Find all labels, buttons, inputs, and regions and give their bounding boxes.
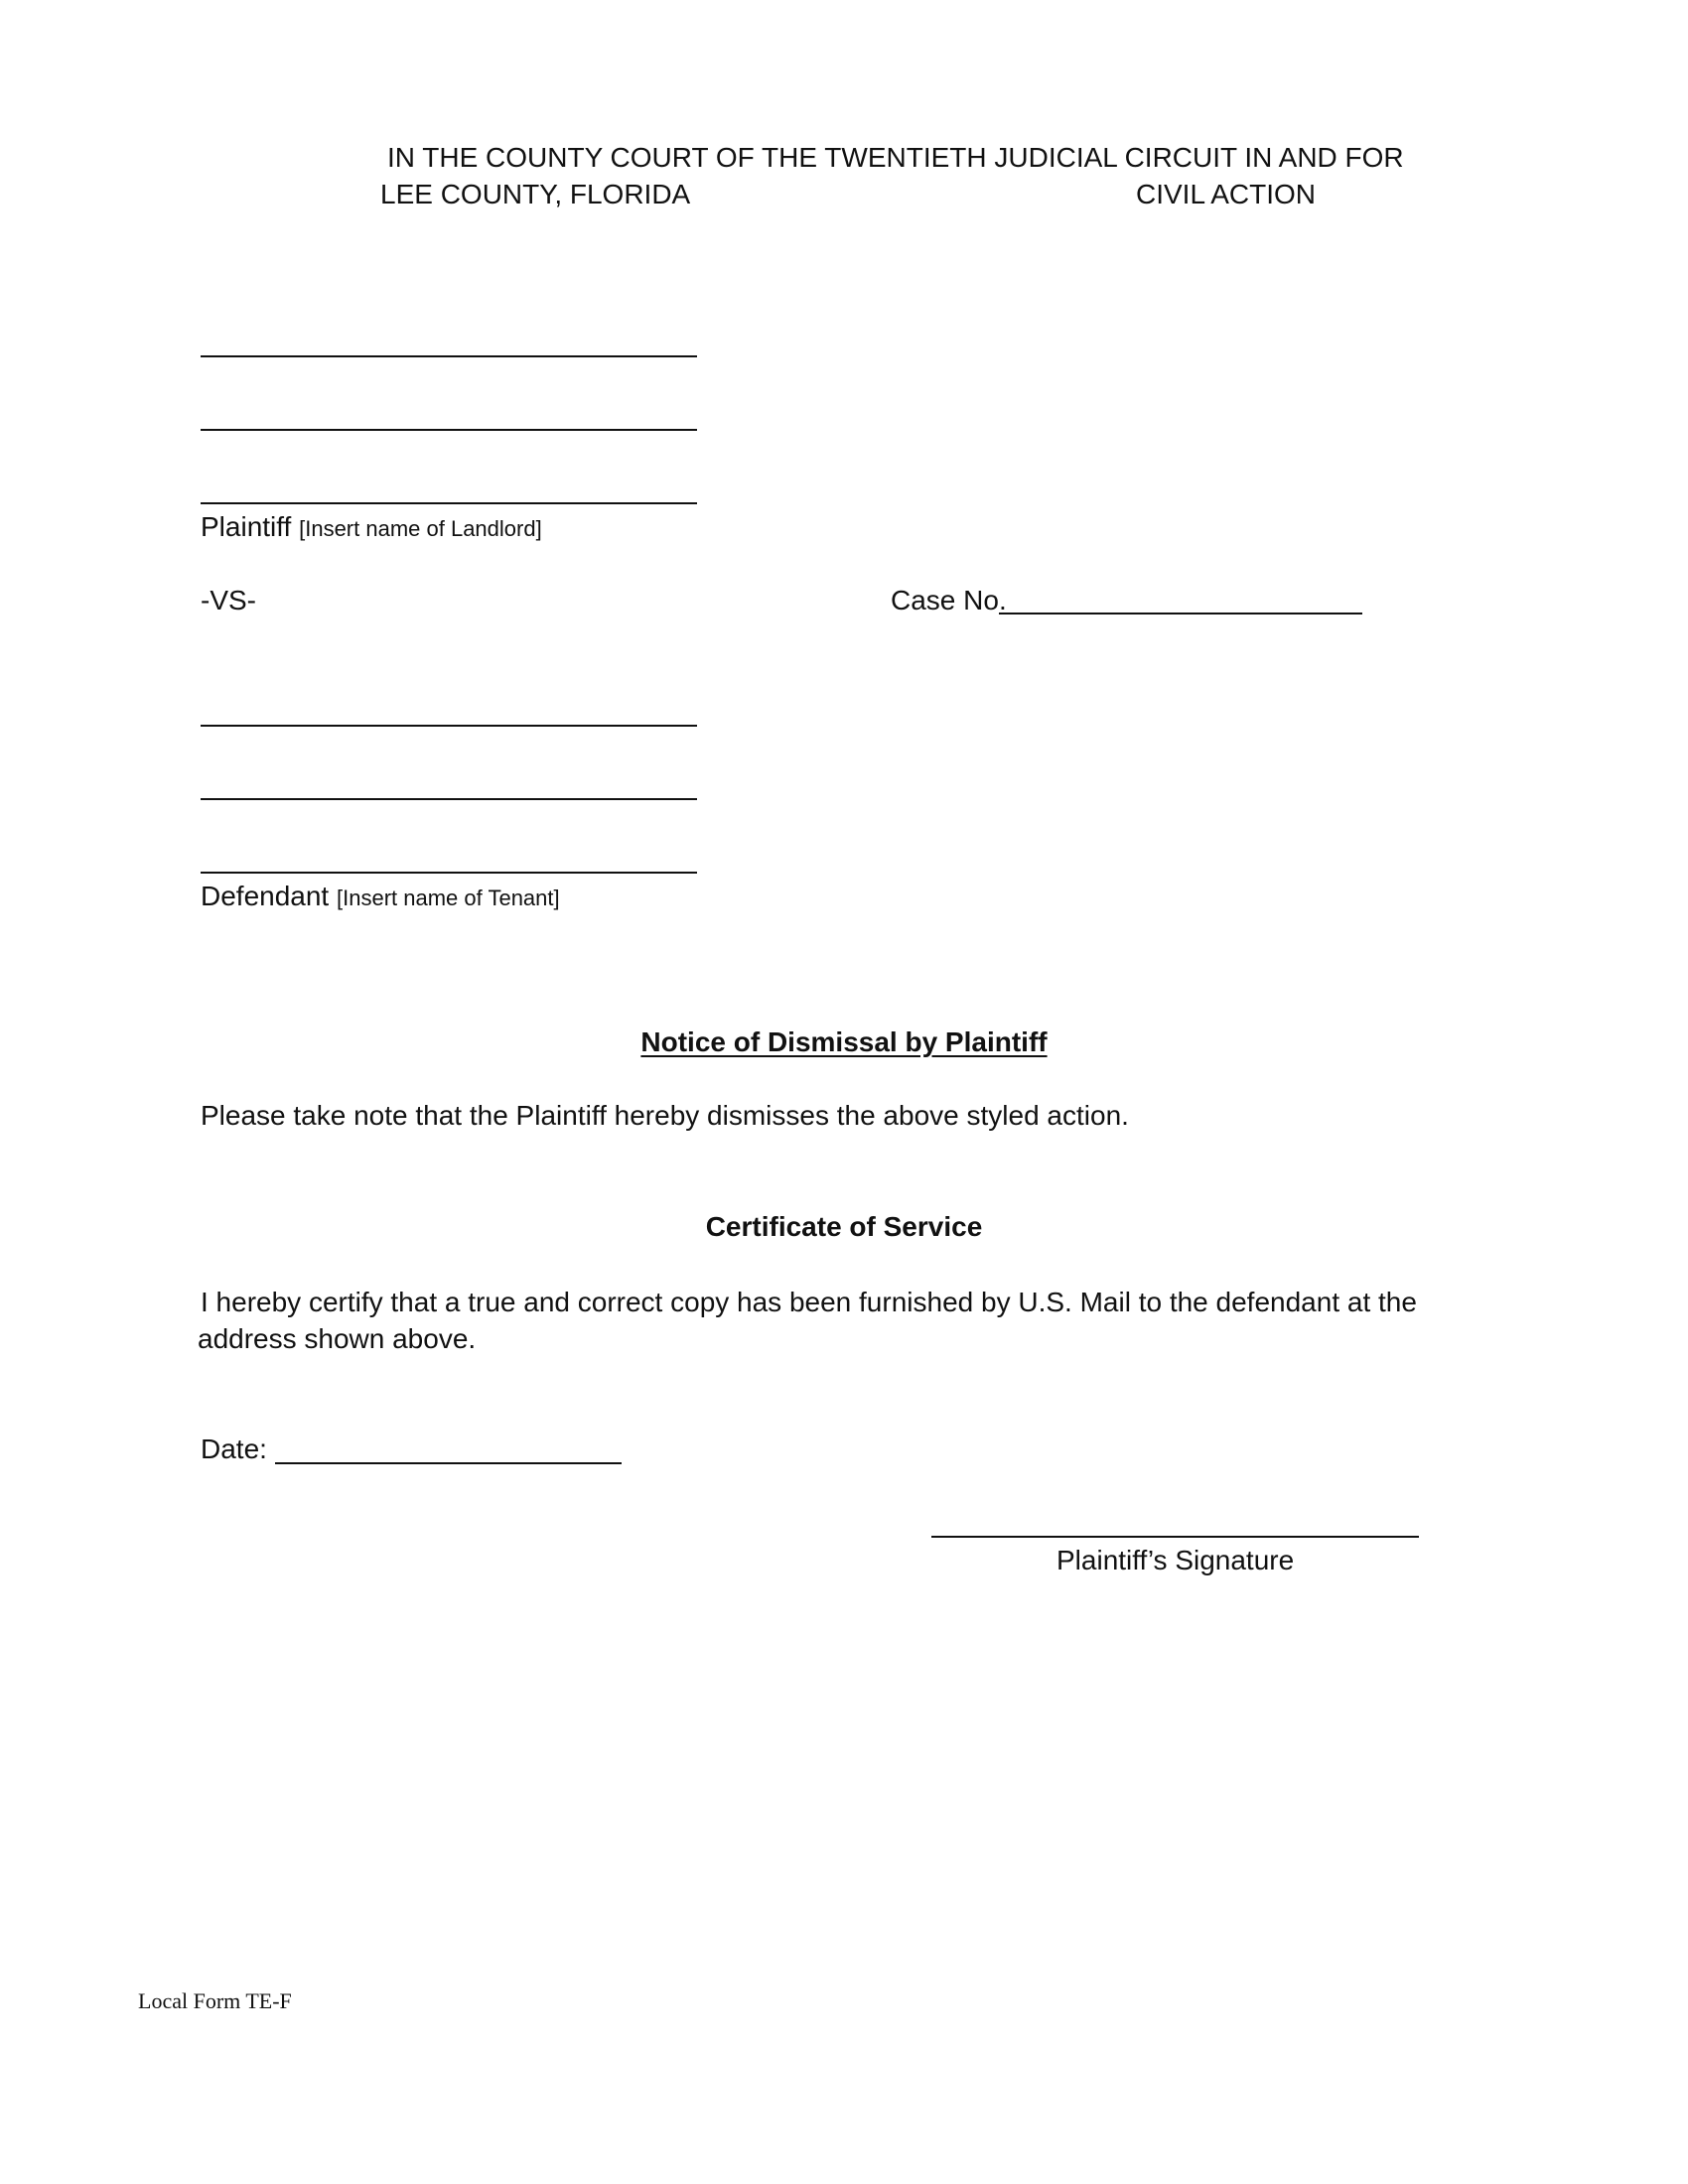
date-label: Date: (201, 1433, 267, 1464)
case-no-label: Case No. (891, 585, 1007, 615)
court-heading: IN THE COUNTY COURT OF THE TWENTIETH JUDICIAL CIRCUIT IN AND FOR (387, 142, 1404, 173)
certificate-title: Certificate of Service (705, 1211, 983, 1242)
notice-body: Please take note that the Plaintiff hereby dismisses the above styled action. (201, 1100, 1129, 1131)
defendant-name-line-3[interactable] (201, 872, 697, 874)
date-field[interactable] (275, 1462, 622, 1464)
certificate-body-line-1: I hereby certify that a true and correct copy has been furnished by U.S. Mail to the defendant at the (201, 1287, 1417, 1317)
signature-line[interactable] (931, 1536, 1419, 1538)
defendant-label-row (201, 880, 560, 915)
form-number: Local Form TE-F (138, 1988, 292, 2013)
action-type: CIVIL ACTION (1136, 179, 1317, 209)
plaintiff-name-line-1[interactable] (201, 355, 697, 357)
plaintiff-name-line-3[interactable] (201, 502, 697, 504)
defendant-name-line-1[interactable] (201, 725, 697, 727)
signature-label: Plaintiff’s Signature (1056, 1545, 1295, 1575)
plaintiff-label-row (201, 510, 542, 546)
plaintiff-hint: [Insert name of Landlord] (299, 516, 542, 541)
defendant-label: Defendant (201, 881, 330, 911)
versus-label: -VS- (201, 585, 256, 615)
defendant-hint: [Insert name of Tenant] (337, 886, 560, 910)
county-name: LEE COUNTY, FLORIDA (380, 179, 691, 209)
certificate-body-line-2: address shown above. (198, 1323, 477, 1354)
plaintiff-label: Plaintiff (201, 511, 292, 542)
case-no-field[interactable] (999, 613, 1362, 614)
plaintiff-name-line-2[interactable] (201, 429, 697, 431)
notice-title: Notice of Dismissal by Plaintiff (640, 1026, 1048, 1057)
defendant-name-line-2[interactable] (201, 798, 697, 800)
